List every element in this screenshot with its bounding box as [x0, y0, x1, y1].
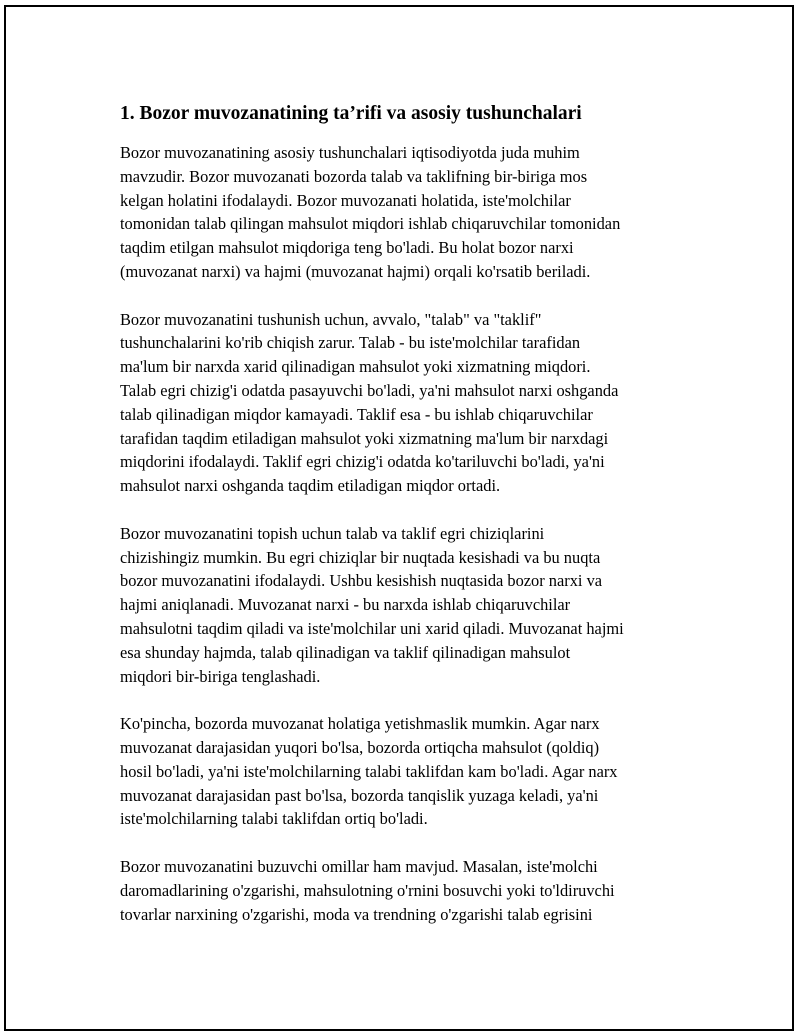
page-frame: [4, 5, 794, 1031]
text-line: miqdori bir-biriga tenglashadi.: [120, 666, 321, 686]
text-line: esa shunday hajmda, talab qilinadigan va taklif qilinadigan mahsulot: [120, 642, 571, 662]
text-line: mahsulot narxi oshganda taqdim etiladigan miqdor ortadi.: [120, 476, 501, 496]
text-line: Talab egri chizig'i odatda pasayuvchi bo'ladi, ya'ni mahsulot narxi oshganda: [120, 380, 619, 400]
text-line: tarafidan taqdim etiladigan mahsulot yoki xizmatning ma'lum bir narxdagi: [120, 428, 609, 448]
text-line: (muvozanat narxi) va hajmi (muvozanat hajmi) orqali ko'rsatib beriladi.: [120, 261, 591, 281]
text-line: bozor muvozanatini ifodalaydi. Ushbu kesishish nuqtasida bozor narxi va: [120, 571, 603, 591]
text-line: ma'lum bir narxda xarid qilinadigan mahsulot yoki xizmatning miqdori.: [120, 357, 591, 377]
document-body: [120, 101, 700, 950]
text-line: daromadlarining o'zgarishi, mahsulotning o'rnini bosuvchi yoki to'ldiruvchi: [120, 880, 615, 900]
text-line: Bozor muvozanatini tushunish uchun, avvalo, "talab" va "taklif": [120, 309, 542, 329]
paragraph-4: [120, 712, 700, 831]
text-line: mavzudir. Bozor muvozanati bozorda talab va taklifning bir-biriga mos: [120, 166, 588, 186]
text-line: Bozor muvozanatini topish uchun talab va taklif egri chiziqlarini: [120, 523, 545, 543]
text-line: muvozanat darajasidan yuqori bo'lsa, bozorda ortiqcha mahsulot (qoldiq): [120, 737, 600, 757]
text-line: iste'molchilarning talabi taklifdan ortiq bo'ladi.: [120, 809, 428, 829]
text-line: tomonidan talab qilingan mahsulot miqdori ishlab chiqaruvchilar tomonidan: [120, 214, 621, 234]
text-line: miqdorini ifodalaydi. Taklif egri chizig'i odatda ko'tariluvchi bo'ladi, ya'ni: [120, 452, 605, 472]
paragraph-1: [120, 141, 700, 284]
text-line: Bozor muvozanatining asosiy tushunchalari iqtisodiyotda juda muhim: [120, 143, 580, 162]
text-line: kelgan holatini ifodalaydi. Bozor muvozanati holatida, iste'molchilar: [120, 190, 571, 210]
text-line: Bozor muvozanatini buzuvchi omillar ham mavjud. Masalan, iste'molchi: [120, 856, 598, 876]
text-line: hosil bo'ladi, ya'ni iste'molchilarning talabi taklifdan kam bo'ladi. Agar narx: [120, 761, 618, 781]
text-line: tovarlar narxining o'zgarishi, moda va trendning o'zgarishi talab egrisini: [120, 904, 593, 924]
text-line: Ko'pincha, bozorda muvozanat holatiga yetishmaslik mumkin. Agar narx: [120, 714, 600, 734]
text-line: taqdim etilgan mahsulot miqdoriga teng bo'ladi. Bu holat bozor narxi: [120, 238, 574, 258]
text-line: talab qilinadigan miqdor kamayadi. Taklif esa - bu ishlab chiqaruvchilar: [120, 404, 593, 424]
text-line: muvozanat darajasidan past bo'lsa, bozorda tanqislik yuzaga keladi, ya'ni: [120, 785, 599, 805]
paragraph-5: [120, 855, 700, 926]
text-line: tushunchalarini ko'rib chiqish zarur. Talab - bu iste'molchilar tarafidan: [120, 333, 581, 353]
text-line: mahsulotni taqdim qiladi va iste'molchilar uni xarid qiladi. Muvozanat hajmi: [120, 618, 624, 638]
paragraph-3: [120, 522, 700, 689]
paragraph-2: [120, 308, 700, 498]
text-line: chizishingiz mumkin. Bu egri chiziqlar bir nuqtada kesishadi va bu nuqta: [120, 547, 601, 567]
text-line: hajmi aniqlanadi. Muvozanat narxi - bu narxda ishlab chiqaruvchilar: [120, 595, 571, 615]
section-heading: 1. Bozor muvozanatining ta’rifi va asosiy tushunchalari: [120, 103, 582, 124]
